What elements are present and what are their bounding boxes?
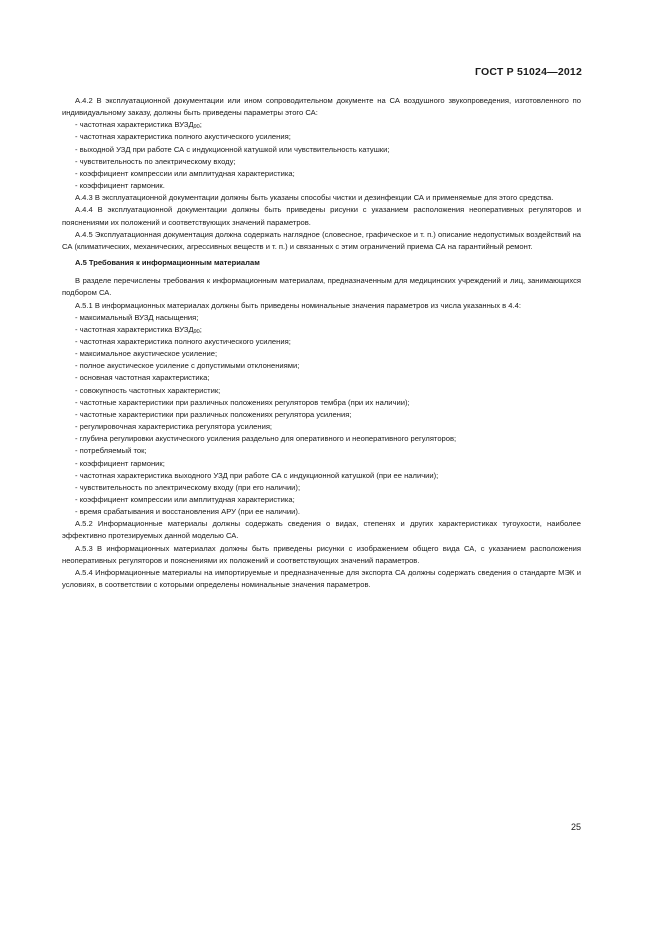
list-item-text: - частотная характеристика полного акустического усиления; bbox=[75, 132, 291, 142]
list-item bbox=[62, 348, 581, 360]
document-header: ГОСТ Р 51024—2012 bbox=[474, 66, 582, 78]
paragraph-a5-intro: В разделе перечислены требования к информационным материалам, предназначенным для медицинских учреждений и лиц, занимающихся подбором СА. bbox=[62, 276, 581, 298]
list-item-suffix: ; bbox=[199, 120, 202, 130]
list-item bbox=[62, 360, 581, 372]
list-item bbox=[62, 433, 581, 445]
list-item bbox=[62, 119, 581, 131]
list-item-text: - выходной УЗД при работе СА с индукционной катушкой или чувствительность катушки; bbox=[75, 144, 390, 154]
document-body bbox=[62, 95, 581, 591]
list-item-text: - частотная характеристика выходного УЗД при работе СА с индукционной катушкой (при ее наличии); bbox=[75, 470, 439, 480]
list-item bbox=[62, 156, 581, 168]
list-item-text: - максимальный ВУЗД насыщения; bbox=[75, 312, 199, 322]
section-heading-a5: А.5 Требования к информационным материалам bbox=[75, 258, 260, 268]
list-item-text: - коэффициент гармоник. bbox=[75, 181, 165, 191]
list-item bbox=[62, 458, 581, 470]
list-item bbox=[62, 445, 581, 457]
list-item-text: - чувствительность по электрическому входу; bbox=[75, 156, 236, 166]
paragraph-a44: А.4.4 В эксплуатационной документации должны быть приведены рисунки с указанием расположения неоперативных регуляторов и пояснениями их положений и соответствующих значений параметров. bbox=[62, 205, 581, 227]
list-item-text: - совокупность частотных характеристик; bbox=[75, 385, 221, 395]
list-item-text: - чувствительность по электрическому входу (при его наличии); bbox=[75, 482, 301, 492]
list-item bbox=[62, 336, 581, 348]
list-item-text: - частотная характеристика ВУЗД bbox=[75, 324, 194, 334]
paragraph-a43: А.4.3 В эксплуатационной документации должны быть указаны способы чистки и дезинфекции СА и применяемые для этого средства. bbox=[75, 193, 554, 203]
list-item bbox=[62, 180, 581, 192]
list-item bbox=[62, 470, 581, 482]
list-item bbox=[62, 506, 581, 518]
list-item bbox=[62, 168, 581, 180]
list-item-text: - полное акустическое усиление с допустимыми отклонениями; bbox=[75, 361, 300, 371]
list-item-text: - потребляемый ток; bbox=[75, 446, 147, 456]
list-item bbox=[62, 372, 581, 384]
list-item-text: - частотная характеристика полного акустического усиления; bbox=[75, 336, 291, 346]
paragraph-a52: А.5.2 Информационные материалы должны содержать сведения о видах, степенях и других характеристиках тугоухости, наиболее эффективно протезируемых данной моделью СА. bbox=[62, 519, 581, 541]
list-item-text: - основная частотная характеристика; bbox=[75, 373, 210, 383]
list-item-text: - частотная характеристика ВУЗД bbox=[75, 120, 194, 130]
list-item-text: - регулировочная характеристика регулятора усиления; bbox=[75, 422, 273, 432]
list-item-text: - время срабатывания и восстановления АРУ (при ее наличии). bbox=[75, 507, 300, 517]
list-a51 bbox=[62, 312, 581, 519]
list-item-text: - глубина регулировки акустического усиления раздельно для оперативного и неоперативного регуляторов; bbox=[75, 434, 457, 444]
list-item-text: - коэффициент компрессии или амплитудная характеристика; bbox=[75, 168, 295, 178]
page-number: 25 bbox=[570, 822, 581, 832]
list-item bbox=[62, 312, 581, 324]
list-item bbox=[62, 494, 581, 506]
list-item bbox=[62, 409, 581, 421]
list-item-text: - коэффициент компрессии или амплитудная характеристика; bbox=[75, 495, 295, 504]
paragraph-a53: А.5.3 В информационных материалах должны быть приведены рисунки с изображением общего вида СА, с указанием расположения неоперативных регуляторов и пояснениями их положений и соответствующих значений параметров. bbox=[62, 543, 581, 565]
list-item bbox=[62, 397, 581, 409]
paragraph-a54: А.5.4 Информационные материалы на импортируемые и предназначенные для экспорта СА должны содержать сведения о стандарте МЭК и условиях, в соответствии с которыми определены номинальные значения параметров. bbox=[62, 567, 581, 590]
list-item-text: - частотные характеристики при различных положениях регуляторов тембра (при их наличии); bbox=[75, 397, 410, 407]
list-item bbox=[62, 421, 581, 433]
list-item-text: - частотные характеристики при различных положениях регулятора усиления; bbox=[75, 409, 352, 419]
list-a42 bbox=[62, 119, 581, 192]
paragraph-a51-intro: А.5.1 В информационных материалах должны быть приведены номинальные значения параметров из числа указанных в 4.4: bbox=[75, 300, 521, 310]
paragraph-a45: А.4.5 Эксплуатационная документация должна содержать наглядное (словесное, графическое и т. п.) описание недопустимых воздействий на СА (климатических, механических, агрессивных веществ и т. п.) и связанных с этим ограничений приема СА на гарантийный ремонт. bbox=[62, 229, 581, 251]
list-item-suffix: ; bbox=[199, 324, 202, 334]
list-item-text: - максимальное акустическое усиление; bbox=[75, 349, 218, 359]
list-item bbox=[62, 144, 581, 156]
paragraph-a42-intro: А.4.2 В эксплуатационной документации или ином сопроводительном документе на СА воздушного звукопроведения, изготовленного по индивидуальному заказу, должны быть приведены параметры этого СА: bbox=[62, 96, 581, 118]
list-item bbox=[62, 131, 581, 143]
list-item-subscript: 90 bbox=[193, 328, 200, 335]
list-item-text: - коэффициент гармоник; bbox=[75, 458, 165, 468]
list-item bbox=[62, 324, 581, 336]
list-item-subscript: 90 bbox=[193, 124, 200, 131]
list-item bbox=[62, 385, 581, 397]
list-item bbox=[62, 482, 581, 494]
